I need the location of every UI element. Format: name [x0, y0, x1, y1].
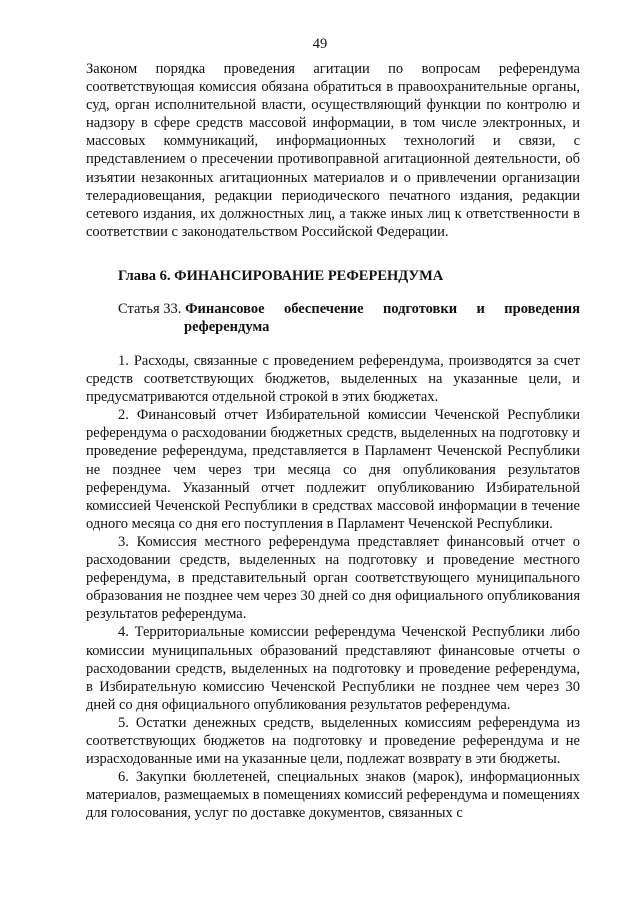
article-number: Статья 33.	[118, 301, 182, 317]
paragraph-3: 3. Комиссия местного референдума представляет финансовый отчет о расходовании средств, выделенных на подготовку и проведение местного референдума, в представительный орган соответствующего муниципального образования не позднее чем через 30 дней со дня официального опубликования результатов референдума.	[86, 533, 580, 623]
article-body	[86, 352, 580, 822]
article-title-word: проведения	[504, 301, 580, 317]
page-number: 49	[312, 36, 328, 52]
article-title-word: Финансовое	[185, 301, 265, 317]
chapter-heading: Глава 6. ФИНАНСИРОВАНИЕ РЕФЕРЕНДУМА	[118, 268, 444, 284]
intro-paragraph: Законом порядка проведения агитации по вопросам референдума соответствующая комиссия обязана обратиться в правоохранительные органы, суд, орган исполнительной власти, осуществляющий функции по контролю и надзору в сфере средств массовой информации, в том числе электронных, и массовых коммуникаций, информационных технологий и связи, с представлением о пресечении противоправной агитационной деятельности, об изъятии незаконных агитационных материалов и о привлечении организации телерадиовещания, редакции периодического печатного издания, редакции сетевого издания, их должностных лиц, а также иных лиц к ответственности в соответствии с законодательством Российской Федерации.	[86, 61, 580, 240]
article-title-word: обеспечение	[283, 301, 364, 317]
paragraph-2: 2. Финансовый отчет Избирательной комиссии Чеченской Республики референдума о расходовании бюджетных средств, выделенных на подготовку и проведение референдума, представляется в Парламент Чеченской Республики не позднее чем через три месяца со дня опубликования результатов референдума. Указанный отчет подлежит опубликованию Избирательной комиссией Чеченской Республики в средствах массовой информации в течение одного месяца со дня его поступления в Парламент Чеченской Республики.	[86, 407, 580, 532]
article-title-word: подготовки	[382, 301, 458, 317]
article-title-part	[118, 300, 265, 318]
article-title-line-2: референдума	[184, 319, 270, 336]
paragraph-6: 6. Закупки бюллетеней, специальных знаков (марок), информационных материалов, размещаемых в помещениях комиссий референдума и помещениях для голосования, услуг по доставке документов, связанных с	[86, 769, 580, 822]
article-heading-line-1	[118, 300, 580, 318]
paragraph-1: 1. Расходы, связанные с проведением референдума, производятся за счет средств соответствующих бюджетов, выделенных на указанные цели, и предусматриваются отдельной строкой в этих бюджетах.	[86, 353, 580, 406]
paragraph-4: 4. Территориальные комиссии референдума Чеченской Республики либо комиссии муниципальных образований представляют финансовые отчеты о расходовании средств, выделенных на подготовку и проведение референдума, в Избирательную комиссию Чеченской Республики не позднее чем через 30 дней со дня официального опубликования результатов референдума.	[86, 624, 580, 713]
article-heading	[118, 300, 580, 336]
article-title-word: и	[476, 301, 485, 317]
paragraph-5: 5. Остатки денежных средств, выделенных комиссиям референдума из соответствующих бюджетов на подготовку и проведение референдума и не израсходованные ими на указанные цели, подлежат возврату в эти бюджеты.	[86, 714, 580, 768]
